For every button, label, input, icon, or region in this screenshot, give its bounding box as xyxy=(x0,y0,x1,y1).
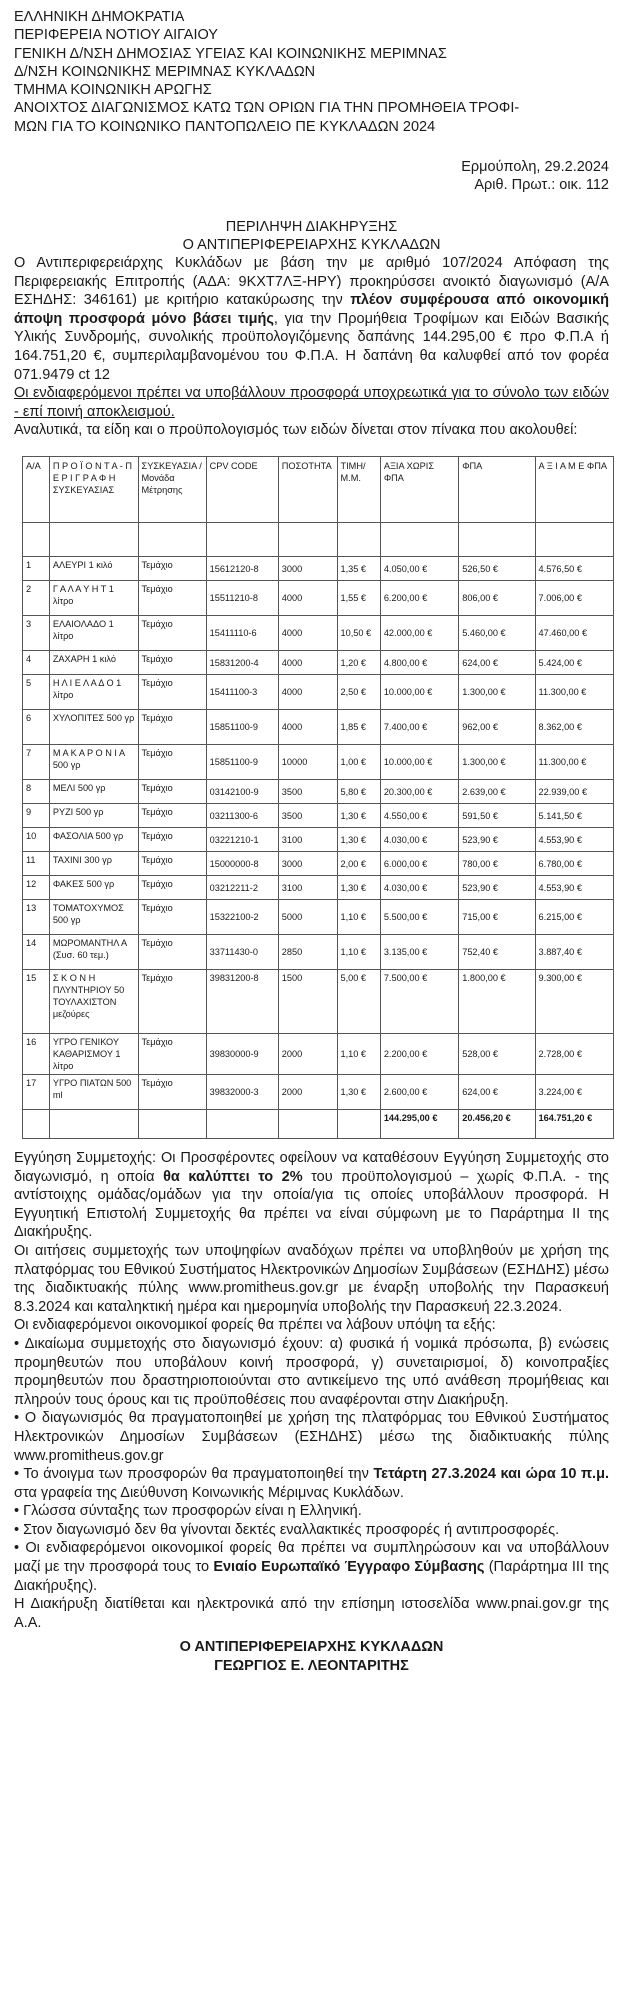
espd-text-bold: Ενιαίο Ευρωπαϊκό Έγγραφο Σύμβασης xyxy=(213,1559,485,1576)
table-cell: 6.780,00 € xyxy=(535,852,613,876)
table-cell: 17 xyxy=(23,1075,50,1110)
table-cell: 4000 xyxy=(278,651,337,675)
table-cell: ΖΑΧΑΡΗ 1 κιλό xyxy=(49,651,138,675)
table-row xyxy=(23,1034,614,1075)
table-row xyxy=(23,557,614,581)
espd-text-c: (Παράρτημα ΙΙΙ της Διακήρυξης). xyxy=(14,1559,610,1594)
table-cell: 4.553,90 € xyxy=(535,876,613,900)
table-cell: ΑΛΕΥΡΙ 1 κιλό xyxy=(49,557,138,581)
table-cell: 7 xyxy=(23,745,50,780)
table-cell: 3.135,00 € xyxy=(380,935,458,970)
table-cell: 15612120-8 xyxy=(206,557,278,581)
table-cell xyxy=(206,523,278,557)
table-header-row xyxy=(23,457,614,523)
document-date: Ερμούπολη, 29.2.2024 xyxy=(461,159,609,176)
table-cell: 9 xyxy=(23,804,50,828)
header-line: ΕΛΛΗΝΙΚΗ ΔΗΜΟΚΡΑΤΙΑ xyxy=(14,9,185,25)
table-cell: Τεμάχιο xyxy=(138,616,206,651)
opening-text-c: στα γραφεία της Διεύθυνση Κοινωνικής Μέριμνας Κυκλάδων. xyxy=(14,1484,404,1501)
table-cell: Τεμάχιο xyxy=(138,828,206,852)
table-cell: 5.424,00 € xyxy=(535,651,613,675)
protocol-number: Αριθ. Πρωτ.: οικ. 112 xyxy=(474,177,609,194)
table-cell: 3 xyxy=(23,616,50,651)
table-cell: 3.887,40 € xyxy=(535,935,613,970)
table-cell: Γ Α Λ Α Υ Η Τ 1 λίτρο xyxy=(49,581,138,616)
bullet-alternatives: • Στον διαγωνισμό δεν θα γίνονται δεκτές εναλλακτικές προσφορές ή αντιπροσφορές. xyxy=(14,1521,560,1538)
table-cell: 10.000,00 € xyxy=(380,745,458,780)
table-row xyxy=(23,970,614,1034)
table-row xyxy=(23,745,614,780)
table-cell: 1,85 € xyxy=(337,710,380,745)
table-cell: ΦΑΣΟΛΙΑ 500 γρ xyxy=(49,828,138,852)
intro-text-a: Ο Αντιπεριφερειάρχης Κυκλάδων με βάση την με αριθμό 107/2024 Απόφαση της Περιφερειακής Επιτροπής (ΑΔΑ: 9ΚΧΤ7ΛΞ-ΗΡΥ) προκηρύσσει ανοικτό διαγωνισμό (Α/Α ΕΣΗΔΗΣ: 346161) με κριτήριο κατακύρωσης την xyxy=(14,255,609,309)
header-line: ΑΝΟΙΧΤΟΣ ΔΙΑΓΩΝΙΣΜΟΣ ΚΑΤΩ ΤΩΝ ΟΡΙΩΝ ΓΙΑ ΤΗΝ ΠΡΟΜΗΘΕΙΑ ΤΡΟΦΙ- xyxy=(14,100,520,117)
bullet-participation: • Δικαίωμα συμμετοχής στο διαγωνισμό έχουν: α) φυσικά ή νομικά πρόσωπα, β) ενώσεις προμηθευτών που υποβάλουν κοινή προσφορά, γ) συνεταιρισμοί, δ) κοινοπραξίες προμηθευτών που δραστηριοποιούνται στο αντικείμενο της υπό ανάθεση προμήθειας και πληρούν τους όρους και τις προϋποθέσεις που αναφέρονται στην Διακήρυξη. xyxy=(14,1335,609,1408)
table-cell xyxy=(49,523,138,557)
table-row xyxy=(23,852,614,876)
table-cell: 591,50 € xyxy=(459,804,535,828)
col-header: Α/Α xyxy=(23,457,50,523)
header-line: ΓΕΝΙΚΗ Δ/ΝΣΗ ΔΗΜΟΣΙΑΣ ΥΓΕΙΑΣ ΚΑΙ ΚΟΙΝΩΝΙΚΗΣ ΜΕΡΙΜΝΑΣ xyxy=(14,45,447,62)
table-cell: 4.550,00 € xyxy=(380,804,458,828)
table-row xyxy=(23,616,614,651)
table-cell: 624,00 € xyxy=(459,651,535,675)
items-table xyxy=(22,456,614,1139)
table-cell: 1,30 € xyxy=(337,1075,380,1110)
table-cell: 33711430-0 xyxy=(206,935,278,970)
table-cell: ΤΑΧΙΝΙ 300 γρ xyxy=(49,852,138,876)
table-cell: 7.500,00 € xyxy=(380,970,458,1034)
table-cell: 528,00 € xyxy=(459,1034,535,1075)
table-cell: Τεμάχιο xyxy=(138,1075,206,1110)
table-cell xyxy=(459,523,535,557)
signature-block xyxy=(14,1638,609,1675)
table-cell: 523,90 € xyxy=(459,876,535,900)
table-cell: Τεμάχιο xyxy=(138,651,206,675)
document-meta xyxy=(14,158,609,194)
table-row xyxy=(23,900,614,935)
table-cell: Τεμάχιο xyxy=(138,876,206,900)
table-cell: 15851100-9 xyxy=(206,710,278,745)
table-cell: 3100 xyxy=(278,876,337,900)
table-cell: 1,30 € xyxy=(337,876,380,900)
table-cell: 15511210-8 xyxy=(206,581,278,616)
table-cell: 10,50 € xyxy=(337,616,380,651)
table-cell: ΜΩΡΟΜΑΝΤΗΛ Α (Συσ. 60 τεμ.) xyxy=(49,935,138,970)
bullet-espd xyxy=(14,1539,609,1595)
table-cell: 6.215,00 € xyxy=(535,900,613,935)
guarantee-text-bold: θα καλύπτει το 2% xyxy=(163,1168,303,1185)
intro-text-c: , για την Προμήθεια Τροφίμων και Ειδών Βασικής Υλικής Συνδρομής, συνολικής προϋπολογιζόμενης δαπάνης 144.295,00 € προ Φ.Π.Α ή 164.751,20 €, συμπεριλαμβανομένου του Φ.Π.Α. Η δαπάνη θα καλυφθεί από τον φορέα 071.9479 ct 12 xyxy=(14,310,609,383)
table-cell: 1,30 € xyxy=(337,804,380,828)
table-cell: 4000 xyxy=(278,710,337,745)
table-cell: 42.000,00 € xyxy=(380,616,458,651)
table-spacer-row xyxy=(23,523,614,557)
table-cell: 806,00 € xyxy=(459,581,535,616)
opening-text-bold: Τετάρτη 27.3.2024 και ώρα 10 π.μ. xyxy=(373,1466,609,1483)
table-cell: 752,40 € xyxy=(459,935,535,970)
table-cell: 962,00 € xyxy=(459,710,535,745)
header-line: Δ/ΝΣΗ ΚΟΙΝΩΝΙΚΗΣ ΜΕΡΙΜΝΑΣ ΚΥΚΛΑΔΩΝ xyxy=(14,63,316,80)
signature-title: Ο ΑΝΤΙΠΕΡΙΦΕΡΕΙΑΡΧΗΣ ΚΥΚΛΑΔΩΝ xyxy=(179,1639,444,1656)
table-cell: 7.006,00 € xyxy=(535,581,613,616)
col-header: ΤΙΜΗ/ Μ.Μ. xyxy=(337,457,380,523)
availability-paragraph: Η Διακήρυξη διατίθεται και ηλεκτρονικά από την επίσημη ιστοσελίδα www.pnai.gov.gr της Α.Α. xyxy=(14,1596,609,1631)
table-cell: 5,80 € xyxy=(337,780,380,804)
table-cell: 15322100-2 xyxy=(206,900,278,935)
table-cell: 2000 xyxy=(278,1034,337,1075)
table-cell: 10 xyxy=(23,828,50,852)
table-cell: Τεμάχιο xyxy=(138,970,206,1034)
table-cell: Τεμάχιο xyxy=(138,852,206,876)
table-cell xyxy=(535,523,613,557)
table-totals-row xyxy=(23,1110,614,1139)
table-cell xyxy=(278,523,337,557)
header-line: ΠΕΡΙΦΕΡΕΙΑ ΝΟΤΙΟΥ ΑΙΓΑΙΟΥ xyxy=(14,27,218,44)
table-cell: 11 xyxy=(23,852,50,876)
title-line-1: ΠΕΡΙΛΗΨΗ ΔΙΑΚΗΡΥΞΗΣ xyxy=(225,219,398,236)
table-cell: 4.576,50 € xyxy=(535,557,613,581)
table-cell xyxy=(23,1110,50,1139)
table-cell: 39831200-8 xyxy=(206,970,278,1034)
col-header: Α Ξ Ι Α Μ Ε ΦΠΑ xyxy=(535,457,613,523)
table-cell: 1.300,00 € xyxy=(459,675,535,710)
table-cell: 1.800,00 € xyxy=(459,970,535,1034)
table-cell: 7.400,00 € xyxy=(380,710,458,745)
bullet-opening xyxy=(14,1465,609,1502)
table-cell: 4.800,00 € xyxy=(380,651,458,675)
guarantee-text-c: του προϋπολογισμού – χωρίς Φ.Π.Α. - της αντίστοιχης ομάδας/ομάδων για την οποία/για τις οποίες υποβάλλουν προσφορά. Η Εγγυητική Επιστολή Συμμετοχής θα πρέπει να είναι σύμφωνη με το Παράρτημα ΙΙ της Διακήρυξης. xyxy=(14,1168,609,1241)
table-cell: 4.030,00 € xyxy=(380,876,458,900)
table-cell xyxy=(380,523,458,557)
table-cell: 39832000-3 xyxy=(206,1075,278,1110)
table-cell: 2,50 € xyxy=(337,675,380,710)
col-header: ΣΥΣΚΕΥΑΣΙΑ /Μονάδα Μέτρησης xyxy=(138,457,206,523)
table-cell: 9.300,00 € xyxy=(535,970,613,1034)
opening-text-a: • Το άνοιγμα των προσφορών θα πραγματοποιηθεί την xyxy=(14,1466,374,1483)
document-header xyxy=(14,8,609,136)
table-cell: ΧΥΛΟΠΙΤΕΣ 500 γρ xyxy=(49,710,138,745)
table-cell: Τεμάχιο xyxy=(138,780,206,804)
table-cell: 03211300-6 xyxy=(206,804,278,828)
intro-text-bold: πλέον συμφέρουσα από οικονομική άποψη προσφορά μόνο βάσει τιμής xyxy=(14,292,609,327)
table-cell: Μ Α Κ Α Ρ Ο Ν Ι Α 500 γρ xyxy=(49,745,138,780)
table-cell: Τεμάχιο xyxy=(138,581,206,616)
espd-text-a: • Οι ενδιαφερόμενοι οικονομικοί φορείς θα πρέπει να συμπληρώσουν και να υποβάλλουν μαζί με την προσφορά τους το xyxy=(14,1540,609,1576)
bullet-platform: • Ο διαγωνισμός θα πραγματοποιηθεί με χρήση της πλατφόρμας του Εθνικού Συστήματος Ηλεκτρονικών Δημοσίων Συμβάσεων (ΕΣΗΔΗΣ) μέσω της διαδικτυακής πύλης www.promitheus.gov.gr xyxy=(14,1410,609,1464)
table-cell: 15 xyxy=(23,970,50,1034)
table-cell: 2 xyxy=(23,581,50,616)
table-cell: 15411110-6 xyxy=(206,616,278,651)
table-cell: 15831200-4 xyxy=(206,651,278,675)
table-row xyxy=(23,710,614,745)
table-cell: 1.300,00 € xyxy=(459,745,535,780)
table-cell: 5 xyxy=(23,675,50,710)
considerations-paragraph: Οι ενδιαφερόμενοι οικονομικοί φορείς θα πρέπει να λάβουν υπόψη τα εξής: xyxy=(14,1317,496,1334)
table-cell: 3000 xyxy=(278,557,337,581)
table-cell: 1,10 € xyxy=(337,1034,380,1075)
total-cell: 20.456,20 € xyxy=(459,1110,535,1139)
table-cell: Τεμάχιο xyxy=(138,710,206,745)
table-cell: 526,50 € xyxy=(459,557,535,581)
table-cell: 2850 xyxy=(278,935,337,970)
table-cell: 22.939,00 € xyxy=(535,780,613,804)
table-row xyxy=(23,828,614,852)
table-row xyxy=(23,581,614,616)
table-cell: 1,00 € xyxy=(337,745,380,780)
table-cell xyxy=(337,523,380,557)
table-cell: 2.200,00 € xyxy=(380,1034,458,1075)
col-header: ΠΟΣΟΤΗΤΑ xyxy=(278,457,337,523)
table-cell: 624,00 € xyxy=(459,1075,535,1110)
table-cell xyxy=(138,1110,206,1139)
table-cell: 15851100-9 xyxy=(206,745,278,780)
table-cell: 5,00 € xyxy=(337,970,380,1034)
table-cell xyxy=(337,1110,380,1139)
table-cell: 13 xyxy=(23,900,50,935)
col-header: Π Ρ Ο Ϊ Ο Ν Τ Α - Π Ε Ρ Ι Γ Ρ Α Φ Η ΣΥΣΚΕΥΑΣΙΑΣ xyxy=(49,457,138,523)
table-cell: 6.000,00 € xyxy=(380,852,458,876)
guarantee-paragraph xyxy=(14,1149,609,1242)
table-cell: 1,35 € xyxy=(337,557,380,581)
table-cell: 4.553,90 € xyxy=(535,828,613,852)
table-cell: Τεμάχιο xyxy=(138,1034,206,1075)
table-cell: 2000 xyxy=(278,1075,337,1110)
table-cell: ΦΑΚΕΣ 500 γρ xyxy=(49,876,138,900)
table-cell: Η Λ Ι Ε Λ Α Δ Ο 1 λίτρο xyxy=(49,675,138,710)
table-cell: 03142100-9 xyxy=(206,780,278,804)
table-cell: 4 xyxy=(23,651,50,675)
table-cell: 523,90 € xyxy=(459,828,535,852)
table-row xyxy=(23,935,614,970)
table-row xyxy=(23,651,614,675)
guarantee-text-a: Εγγύηση Συμμετοχής: Οι Προσφέροντες οφείλουν να καταθέσουν Εγγύηση Συμμετοχής στο διαγωνισμό, η οποία xyxy=(14,1150,609,1185)
table-cell: 1500 xyxy=(278,970,337,1034)
table-cell: 2.600,00 € xyxy=(380,1075,458,1110)
table-cell: ΕΛΑΙΟΛΑΔΟ 1 λίτρο xyxy=(49,616,138,651)
table-cell: 11.300,00 € xyxy=(535,675,613,710)
table-cell: 1,10 € xyxy=(337,935,380,970)
table-cell: 16 xyxy=(23,1034,50,1075)
table-cell: 03221210-1 xyxy=(206,828,278,852)
col-header: ΦΠΑ xyxy=(459,457,535,523)
submission-paragraph: Οι αιτήσεις συμμετοχής των υποψηφίων αναδόχων πρέπει να υποβληθούν με χρήση της πλατφόρμας του Εθνικού Συστήματος Ηλεκτρονικών Δημοσίων Συμβάσεων (ΕΣΗΔΗΣ) μέσω της διαδικτυακής πύλης www.promitheus.gov.gr με έναρξη υποβολής την Παρασκευή 8.3.2024 και καταληκτική ημέρα και ημερομηνία υποβολής την Παρασκευή 22.3.2024. xyxy=(14,1242,609,1315)
table-cell: 6.200,00 € xyxy=(380,581,458,616)
table-cell: ΤΟΜΑΤΟΧΥΜΟΣ 500 γρ xyxy=(49,900,138,935)
table-cell: 4000 xyxy=(278,616,337,651)
table-cell: 39830000-9 xyxy=(206,1034,278,1075)
table-cell: 2.728,00 € xyxy=(535,1034,613,1075)
table-cell: 03212211-2 xyxy=(206,876,278,900)
table-cell: 1 xyxy=(23,557,50,581)
col-header: ΑΞΙΑ ΧΩΡΙΣ ΦΠΑ xyxy=(380,457,458,523)
table-cell: 5.500,00 € xyxy=(380,900,458,935)
table-cell: 3100 xyxy=(278,828,337,852)
table-row xyxy=(23,804,614,828)
table-cell: 1,10 € xyxy=(337,900,380,935)
table-cell: 3500 xyxy=(278,804,337,828)
table-cell: Σ Κ Ο Ν Η ΠΛΥΝΤΗΡΙΟΥ 50 ΤΟΥΛΑΧΙΣΤΟΝ μεζούρες xyxy=(49,970,138,1034)
table-cell: 10000 xyxy=(278,745,337,780)
table-cell: 6 xyxy=(23,710,50,745)
table-intro: Αναλυτικά, τα είδη και ο προϋπολογισμός των ειδών δίνεται στον πίνακα που ακολουθεί: xyxy=(14,422,578,439)
table-row xyxy=(23,675,614,710)
header-line: ΜΩΝ ΓΙΑ ΤΟ ΚΟΙΝΩΝΙΚΟ ΠΑΝΤΟΠΩΛΕΙΟ ΠΕ ΚΥΚΛΑΔΩΝ 2024 xyxy=(14,118,436,135)
table-cell: 2.639,00 € xyxy=(459,780,535,804)
table-cell: 3500 xyxy=(278,780,337,804)
intro-paragraph xyxy=(14,254,609,384)
table-cell: ΡΥΖΙ 500 γρ xyxy=(49,804,138,828)
mandatory-notice: Οι ενδιαφερόμενοι πρέπει να υποβάλλουν προσφορά υποχρεωτικά για το σύνολο των ειδών - επί ποινή αποκλεισμού. xyxy=(14,385,609,420)
table-cell: 780,00 € xyxy=(459,852,535,876)
table-cell: 12 xyxy=(23,876,50,900)
table-cell: 15411100-3 xyxy=(206,675,278,710)
table-cell: 47.460,00 € xyxy=(535,616,613,651)
table-cell: Τεμάχιο xyxy=(138,745,206,780)
bullet-language: • Γλώσσα σύνταξης των προσφορών είναι η Ελληνική. xyxy=(14,1503,362,1520)
table-cell: 5000 xyxy=(278,900,337,935)
table-cell: Τεμάχιο xyxy=(138,557,206,581)
table-cell: 20.300,00 € xyxy=(380,780,458,804)
table-cell: Τεμάχιο xyxy=(138,675,206,710)
table-cell: 8.362,00 € xyxy=(535,710,613,745)
table-cell: 5.141,50 € xyxy=(535,804,613,828)
table-cell: 3000 xyxy=(278,852,337,876)
table-cell: 3.224,00 € xyxy=(535,1075,613,1110)
signature-name: ΓΕΩΡΓΙΟΣ Ε. ΛΕΟΝΤΑΡΙΤΗΣ xyxy=(214,1657,409,1674)
table-row xyxy=(23,876,614,900)
table-cell xyxy=(278,1110,337,1139)
table-cell: ΥΓΡΟ ΠΙΑΤΩΝ 500 ml xyxy=(49,1075,138,1110)
table-cell: 4000 xyxy=(278,581,337,616)
table-cell: 1,30 € xyxy=(337,828,380,852)
header-line: ΤΜΗΜΑ ΚΟΙΝΩΝΙΚΗ ΑΡΩΓΗΣ xyxy=(14,82,212,99)
table-cell: 1,55 € xyxy=(337,581,380,616)
table-cell xyxy=(138,523,206,557)
table-cell: 4.050,00 € xyxy=(380,557,458,581)
table-cell: ΥΓΡΟ ΓΕΝΙΚΟΥ ΚΑΘΑΡΙΣΜΟΥ 1 λίτρο xyxy=(49,1034,138,1075)
table-cell: 11.300,00 € xyxy=(535,745,613,780)
table-cell: 4.030,00 € xyxy=(380,828,458,852)
table-cell: 15000000-8 xyxy=(206,852,278,876)
document-title xyxy=(14,218,609,254)
table-row xyxy=(23,780,614,804)
table-cell xyxy=(23,523,50,557)
table-cell: 8 xyxy=(23,780,50,804)
table-row xyxy=(23,1075,614,1110)
table-cell: 5.460,00 € xyxy=(459,616,535,651)
table-cell xyxy=(49,1110,138,1139)
table-cell: 715,00 € xyxy=(459,900,535,935)
table-cell: Τεμάχιο xyxy=(138,935,206,970)
table-cell: ΜΕΛΙ 500 γρ xyxy=(49,780,138,804)
table-cell: Τεμάχιο xyxy=(138,900,206,935)
table-cell: 10.000,00 € xyxy=(380,675,458,710)
table-cell: 4000 xyxy=(278,675,337,710)
table-cell: 2,00 € xyxy=(337,852,380,876)
total-cell: 164.751,20 € xyxy=(535,1110,613,1139)
table-cell: Τεμάχιο xyxy=(138,804,206,828)
col-header: CPV CODE xyxy=(206,457,278,523)
table-cell xyxy=(206,1110,278,1139)
total-cell: 144.295,00 € xyxy=(380,1110,458,1139)
table-cell: 14 xyxy=(23,935,50,970)
table-cell: 1,20 € xyxy=(337,651,380,675)
title-line-2: Ο ΑΝΤΙΠΕΡΙΦΕΡΕΙΑΡΧΗΣ ΚΥΚΛΑΔΩΝ xyxy=(182,237,441,254)
